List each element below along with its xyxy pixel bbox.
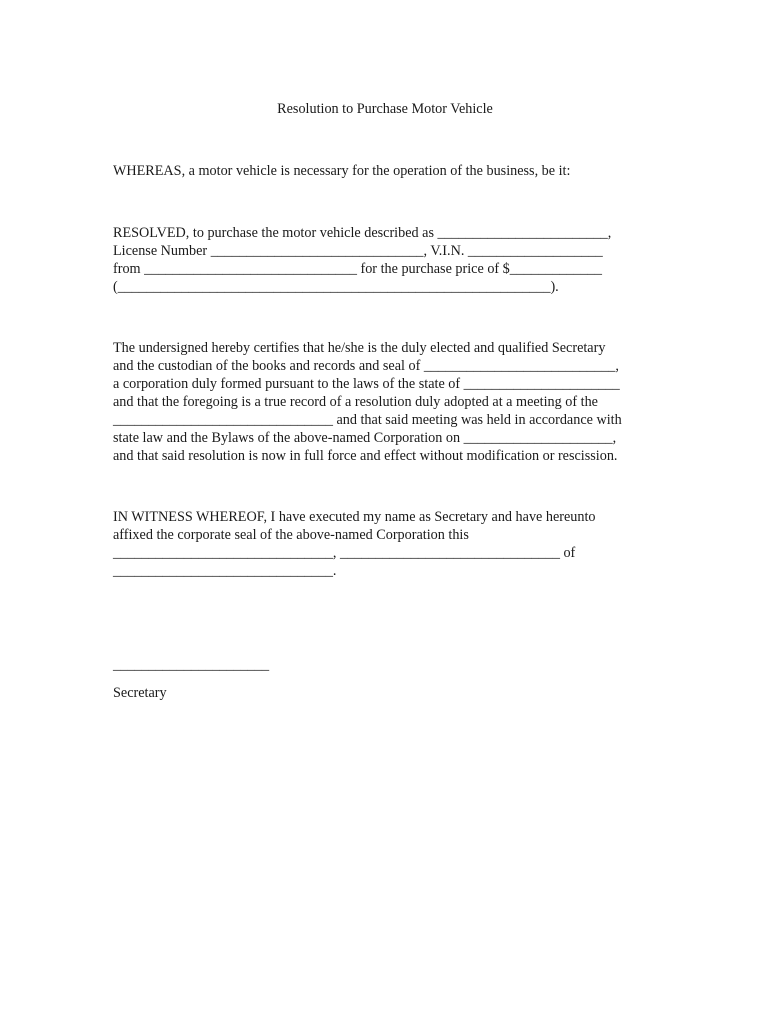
whereas-clause: WHEREAS, a motor vehicle is necessary for the operation of the business, be it: [113, 163, 571, 179]
signature-line: ______________________ [113, 657, 270, 673]
certification-line: state law and the Bylaws of the above-named Corporation on _____________________, [113, 430, 617, 446]
signature-label: Secretary [113, 685, 167, 701]
resolved-line: from ______________________________ for the purchase price of $_____________ [113, 261, 602, 277]
document-title: Resolution to Purchase Motor Vehicle [277, 101, 493, 117]
certification-line: and the custodian of the books and records and seal of ___________________________, [113, 358, 619, 374]
certification-line: and that the foregoing is a true record of a resolution duly adopted at a meeting of the [113, 394, 598, 410]
certification-line: and that said resolution is now in full force and effect without modification or rescission. [113, 448, 618, 464]
resolved-line: License Number ______________________________, V.I.N. ___________________ [113, 243, 603, 259]
certification-line: a corporation duly formed pursuant to the laws of the state of ______________________ [113, 376, 620, 392]
witness-line: affixed the corporate seal of the above-named Corporation this [113, 527, 469, 543]
resolved-line: (_____________________________________________________________). [113, 279, 559, 295]
witness-line: _______________________________. [113, 563, 337, 579]
witness-line: _______________________________, _______________________________ of [113, 545, 576, 561]
certification-line: _______________________________ and that said meeting was held in accordance with [113, 412, 622, 428]
resolved-line: RESOLVED, to purchase the motor vehicle described as ________________________, [113, 225, 612, 241]
witness-line: IN WITNESS WHEREOF, I have executed my name as Secretary and have hereunto [113, 509, 596, 525]
certification-line: The undersigned hereby certifies that he/she is the duly elected and qualified Secretary [113, 340, 606, 356]
